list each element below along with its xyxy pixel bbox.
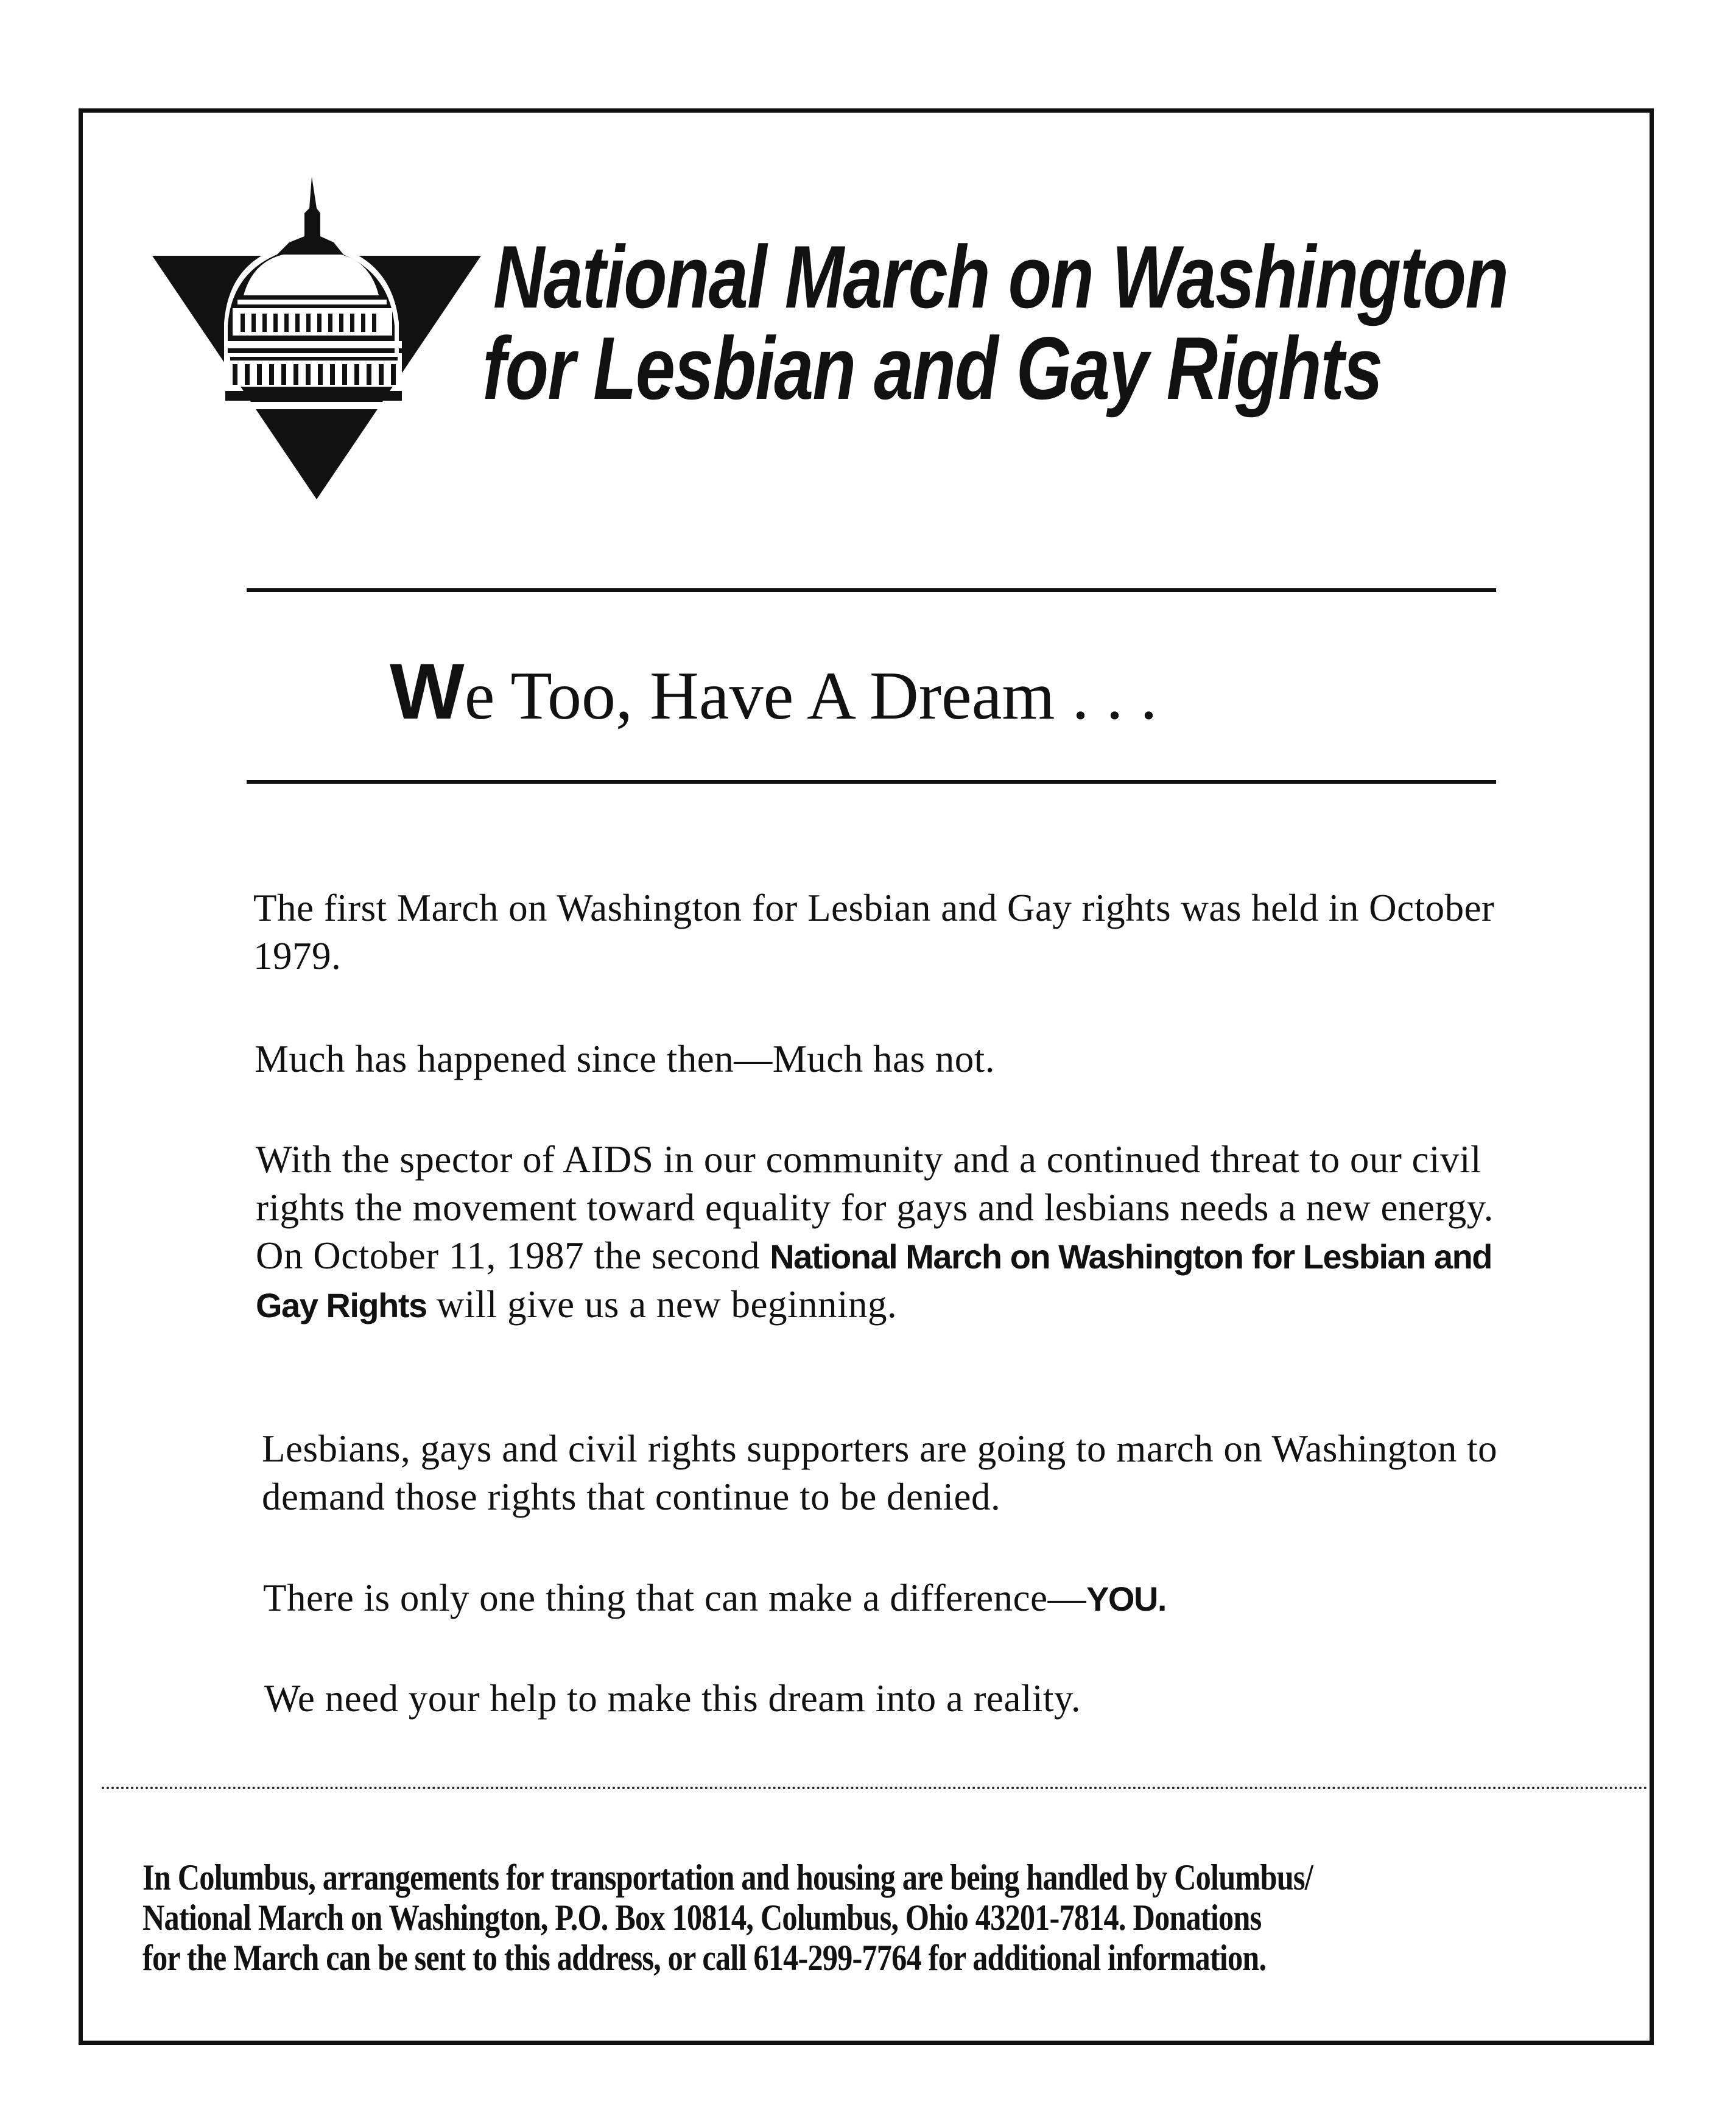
page-heading <box>390 645 1158 737</box>
title-line-2: for Lesbian and Gay Rights <box>482 318 1382 418</box>
p3-text: With the spector of AIDS in our community and a continued threat to our civil rights the movement toward equality for gays and lesbians needs a new energy. On October 11, 1987 the second <box>256 1138 1494 1277</box>
paragraph-5 <box>263 1574 1542 1623</box>
title-line-1: National March on Washington <box>493 227 1508 326</box>
organization-title <box>482 227 1508 418</box>
top-rule <box>247 588 1496 592</box>
p3-bold-name: National March on Washington for Lesbian and Gay Rights <box>256 1237 1492 1324</box>
footer-line-3: for the March can be sent to this address, or call 614-299-7764 for additional information. <box>142 1938 1267 1978</box>
paragraph-3 <box>256 1136 1541 1329</box>
paragraph-6: We need your help to make this dream into a reality. <box>264 1677 1081 1720</box>
heading-text: e Too, Have A Dream . . . <box>464 658 1158 734</box>
dotted-divider <box>102 1787 1648 1789</box>
footer-contact <box>142 1857 1626 1978</box>
paragraph-2: Much has happened since then—Much has not. <box>255 1038 995 1080</box>
p5-text: There is only one thing that can make a difference— <box>263 1577 1087 1619</box>
footer-line-1: In Columbus, arrangements for transportation and housing are being handled by Columbus/ <box>142 1857 1313 1898</box>
paragraph-4: Lesbians, gays and civil rights supporters are going to march on Washington to demand those rights that continue to be denied. <box>262 1427 1498 1518</box>
bottom-rule <box>247 780 1496 784</box>
paragraph-1: The first March on Washington for Lesbian and Gay rights was held in October 1979. <box>253 887 1495 977</box>
p3-text-end: will give us a new beginning. <box>426 1283 898 1326</box>
p5-bold-you: YOU. <box>1086 1580 1166 1618</box>
footer-line-2: National March on Washington, P.O. Box 10814, Columbus, Ohio 43201-7814. Donations <box>142 1898 1262 1938</box>
capitol-dome-triangle-logo <box>152 171 484 499</box>
heading-initial: W <box>390 647 465 736</box>
